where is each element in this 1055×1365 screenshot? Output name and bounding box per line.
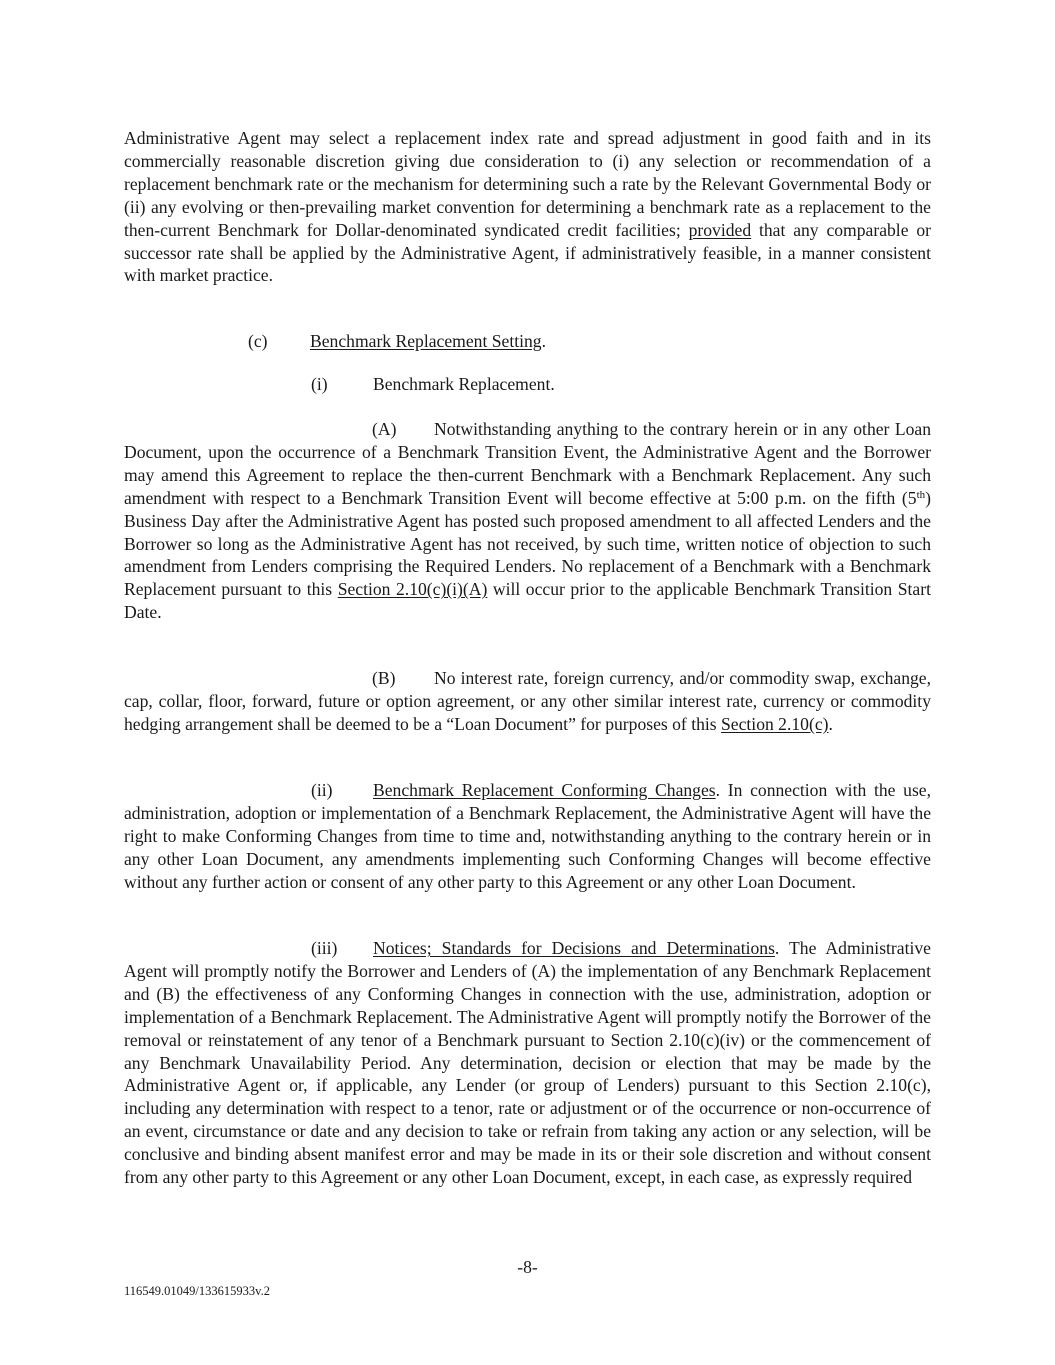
paragraph-iii-label: (iii) <box>311 938 338 958</box>
paragraph-ii-label: (ii) <box>311 780 333 800</box>
paragraph-iii: (iii) Notices; Standards for Decisions and Determinations. The Administrative Agent will promptly notify the Borrower and Lenders of (A) the implementation of any Benchmark Replacement and (B) the effectiveness of any Conforming Changes in connection with the use, administration, adoption or implementation of a Benchmark Replacement. The Administrative Agent will promptly notify the Borrower of the removal or reinstatement of any tenor of a Benchmark pursuant to Section 2.10(c)(iv) or the commencement of any Benchmark Unavailability Period. Any determination, decision or election that may be made by the Administrative Agent or, if applicable, any Lender (or group of Lenders) pursuant to this Section 2.10(c), including any determination with respect to a tenor, rate or adjustment or of the occurrence or non-occurrence of an event, circumstance or date and any decision to take or refrain from taking any action or any selection, will be conclusive and binding absent manifest error and may be made in its or their sole discretion and without consent from any other party to this Agreement or any other Loan Document, except, in each case, as expressly required <box>124 938 931 1188</box>
paragraph-iii-title: Notices; Standards for Decisions and Determinations <box>373 938 775 958</box>
section-c-title: Benchmark Replacement Setting <box>310 331 542 351</box>
section-ref-2-10-c: Section 2.10(c) <box>721 713 829 734</box>
subsection-i-title: Benchmark Replacement. <box>373 374 555 394</box>
paragraph-ii: (ii) Benchmark Replacement Conforming Changes. In connection with the use, administration, adoption or implementation of a Benchmark Replacement, the Administrative Agent will have the right to make Conforming Changes from time to time and, notwithstanding anything to the contrary herein or in any other Loan Document, any amendments implementing such Conforming Changes will become effective without any further action or consent of any other party to this Agreement or any other Loan Document. <box>124 780 932 892</box>
page-number: -8- <box>517 1257 538 1277</box>
provided-term: provided <box>688 219 752 240</box>
subsection-i-heading <box>311 373 555 396</box>
section-c-heading: (c) Benchmark Replacement Setting. <box>248 331 546 351</box>
paragraph-B: (B) No interest rate, foreign currency, and/or commodity swap, exchange, cap, collar, floor, forward, future or option agreement, or any other similar interest rate, currency or commodity hedging arrangement shall be deemed to be a “Loan Document” for purposes of this Section 2.10(c). <box>124 668 931 734</box>
section-c-label: (c) <box>248 331 268 351</box>
paragraph-A: (A) Notwithstanding anything to the contrary herein or in any other Loan Document, upon the occurrence of a Benchmark Transition Event, the Administrative Agent and the Borrower may amend this Agreement to replace the then-current Benchmark with a Benchmark Replacement. Any such amendment with respect to a Benchmark Transition Event will become effective at 5:00 p.m. on the fifth (5th) Business Day after the Administrative Agent has posted such proposed amendment to all affected Lenders and the Borrower so long as the Administrative Agent has not received, by such time, written notice of objection to such amendment from Lenders comprising the Required Lenders. No replacement of a Benchmark with a Benchmark Replacement pursuant to this Section 2.10(c)(i)(A) will occur prior to the applicable Benchmark Transition Start Date. <box>124 419 931 623</box>
document-id: 116549.01049/133615933v.2 <box>124 1284 270 1298</box>
paragraph-B-label: (B) <box>372 668 396 688</box>
paragraph-A-label: (A) <box>372 419 397 439</box>
paragraph-ii-title: Benchmark Replacement Conforming Changes <box>373 780 716 800</box>
section-ref-2-10-c-i-A: Section 2.10(c)(i)(A) <box>337 579 488 600</box>
paragraph-replacement-index: Administrative Agent may select a replacement index rate and spread adjustment in good faith and in its commercially reasonable discretion giving due consideration to (i) any selection or recommendation of a replacement benchmark rate or the mechanism for determining such a rate by the Relevant Governmental Body or (ii) any evolving or then-prevailing market convention for determining a benchmark rate as a replacement to the then-current Benchmark for Dollar-denominated syndicated credit facilities; provided that any comparable or successor rate shall be applied by the Administrative Agent, if administratively feasible, in a manner consistent with market practice. <box>124 128 932 286</box>
subsection-i-label: (i) <box>311 374 328 394</box>
